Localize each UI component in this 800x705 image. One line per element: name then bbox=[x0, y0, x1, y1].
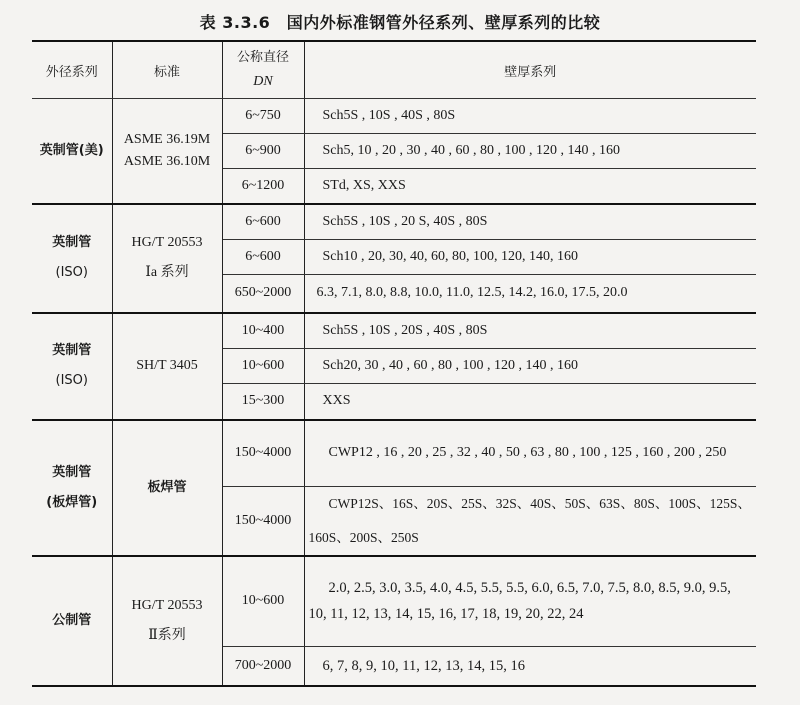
wall-cell: 6, 7, 8, 9, 10, 11, 12, 13, 14, 15, 16 bbox=[304, 646, 756, 686]
dn-cell: 6~600 bbox=[222, 240, 304, 275]
group-name-line: 英制管 bbox=[52, 465, 92, 480]
group-name-line: 英制管 bbox=[52, 235, 92, 251]
wall-cell: STd, XS, XXS bbox=[304, 169, 756, 205]
group-name-line: (板焊管) bbox=[46, 495, 98, 510]
wall-cell: XXS bbox=[304, 383, 756, 420]
dn-cell: 650~2000 bbox=[222, 275, 304, 313]
dn-cell: 150~4000 bbox=[222, 420, 304, 486]
wall-cell: Sch10 , 20, 30, 40, 60, 80, 100, 120, 140, 160 bbox=[304, 240, 756, 275]
table-row bbox=[32, 556, 756, 646]
dn-cell: 150~4000 bbox=[222, 486, 304, 556]
standard-line: ASME 36.10M bbox=[123, 154, 211, 169]
dn-cell: 6~1200 bbox=[222, 169, 304, 205]
dn-cell: 700~2000 bbox=[222, 646, 304, 686]
wall-cell: Sch5, 10 , 20 , 30 , 40 , 60 , 80 , 100 , 120 , 140 , 160 bbox=[304, 134, 756, 169]
wall-cell: Sch5S , 10S , 40S , 80S bbox=[304, 99, 756, 134]
header-outer-series: 外径系列 bbox=[32, 41, 112, 99]
standard-line: ASME 36.19M bbox=[123, 132, 211, 147]
group-name bbox=[32, 313, 112, 421]
dn-cell: 6~750 bbox=[222, 99, 304, 134]
group-name-line: (ISO) bbox=[55, 373, 88, 389]
standard-cell bbox=[112, 99, 222, 205]
group-name-line: (ISO) bbox=[55, 265, 88, 281]
dn-cell: 10~600 bbox=[222, 348, 304, 383]
wall-cell: 6.3, 7.1, 8.0, 8.8, 10.0, 11.0, 12.5, 14.2, 16.0, 17.5, 20.0 bbox=[304, 275, 756, 313]
wall-cell: 2.0, 2.5, 3.0, 3.5, 4.0, 4.5, 5.5, 5.5, 6.0, 6.5, 7.0, 7.5, 8.0, 8.5, 9.0, 9.5, 10, 11, 12, 13, 14, 15, 16, 17, 18, 19, 20, 22, 24 bbox=[304, 556, 756, 646]
header-nominal-diameter bbox=[222, 41, 304, 99]
dn-cell: 10~600 bbox=[222, 556, 304, 646]
table-row bbox=[32, 204, 756, 240]
table-row bbox=[32, 99, 756, 134]
dn-cell: 15~300 bbox=[222, 383, 304, 420]
wall-cell: CWP12S、16S、20S、25S、32S、40S、50S、63S、80S、100S、125S、160S、200S、250S bbox=[304, 486, 756, 556]
dn-cell: 6~600 bbox=[222, 204, 304, 240]
standard-line: Ⅱ系列 bbox=[148, 628, 186, 643]
wall-cell: Sch5S , 10S , 20 S, 40S , 80S bbox=[304, 204, 756, 240]
group-name bbox=[32, 204, 112, 313]
group-name: 公制管 bbox=[32, 556, 112, 686]
table-row bbox=[32, 420, 756, 486]
wall-cell: Sch5S , 10S , 20S , 40S , 80S bbox=[304, 313, 756, 349]
standard-cell: 板焊管 bbox=[112, 420, 222, 556]
table-row bbox=[32, 313, 756, 349]
standard-line: HG/T 20553 bbox=[131, 235, 203, 251]
header-dn-label: 公称直径 bbox=[236, 50, 289, 65]
header-row bbox=[32, 41, 756, 99]
standard-cell bbox=[112, 556, 222, 686]
header-standard: 标准 bbox=[112, 41, 222, 99]
group-name: 英制管(美) bbox=[32, 99, 112, 205]
wall-cell: Sch20, 30 , 40 , 60 , 80 , 100 , 120 , 140 , 160 bbox=[304, 348, 756, 383]
table-title: 表 3.3.6 国内外标准钢管外径系列、壁厚系列的比较 bbox=[199, 13, 601, 32]
dn-cell: 6~900 bbox=[222, 134, 304, 169]
standard-cell bbox=[112, 204, 222, 313]
header-dn-symbol: DN bbox=[253, 74, 273, 89]
group-name-line: 英制管 bbox=[52, 343, 92, 359]
standard-line: Ⅰa 系列 bbox=[145, 265, 189, 281]
header-wall-series: 壁厚系列 bbox=[304, 41, 756, 99]
standard-line: HG/T 20553 bbox=[131, 598, 203, 613]
standard-cell: SH/T 3405 bbox=[112, 313, 222, 421]
pipe-series-comparison-table bbox=[32, 40, 756, 687]
group-name bbox=[32, 420, 112, 556]
dn-cell: 10~400 bbox=[222, 313, 304, 349]
wall-cell: CWP12 , 16 , 20 , 25 , 32 , 40 , 50 , 63 , 80 , 100 , 125 , 160 , 200 , 250 bbox=[304, 420, 756, 486]
